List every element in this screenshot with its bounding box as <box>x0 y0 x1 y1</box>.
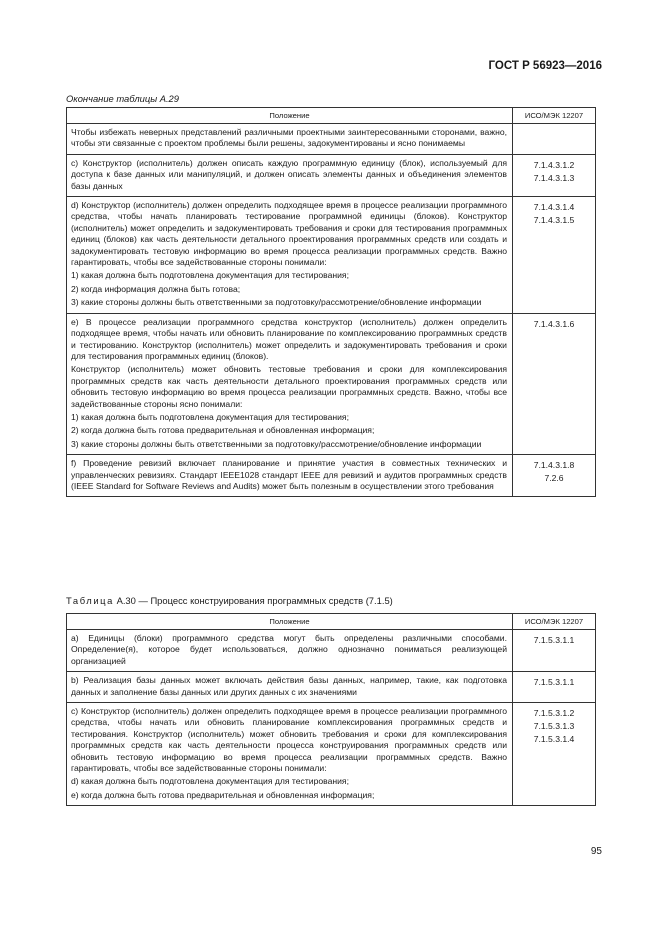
iso-ref-cell <box>513 124 596 155</box>
table2-caption-label: Таблица <box>66 595 114 606</box>
provision-paragraph: 1) какая должна быть подготовлена документация для тестирования; <box>71 270 349 281</box>
column-header-provision: Положение <box>67 108 513 124</box>
table-row <box>67 313 596 454</box>
iso-ref-cell <box>513 154 596 196</box>
clause-reference: 7.1.5.3.1.2 <box>533 708 575 719</box>
provision-cell <box>67 630 513 672</box>
table1-caption: Окончание таблицы А.29 <box>66 93 179 104</box>
table-row <box>67 154 596 196</box>
provision-paragraph: d) какая должна быть подготовлена документация для тестирования; <box>71 776 349 787</box>
iso-ref-cell <box>513 703 596 806</box>
clause-reference: 7.1.4.3.1.2 <box>533 159 575 170</box>
table-row <box>67 672 596 703</box>
iso-ref-cell <box>513 197 596 314</box>
clause-reference: 7.1.4.3.1.4 <box>533 202 575 213</box>
provision-cell <box>67 313 513 454</box>
column-header-iso-ref: ИСО/МЭК 12207 <box>513 108 596 124</box>
provision-cell <box>67 124 513 155</box>
provision-paragraph: 2) когда информация должна быть готова; <box>71 283 241 294</box>
iso-ref-cell <box>513 630 596 672</box>
table2-header-row <box>67 614 596 630</box>
provision-cell <box>67 672 513 703</box>
table-row <box>67 197 596 314</box>
column-header-provision: Положение <box>67 614 513 630</box>
provision-paragraph: f) Проведение ревизий включает планирование и принятие участия в совместных технических и управленческих ревизиях. Стандарт IEEE1028 стандарт IEEE для ревизий и аудитов программных средств (IEEE Standard for Software Reviews and Audits) может быть полезным в осуществлении этого требования <box>71 458 507 491</box>
provision-paragraph: а) Единицы (блоки) программного средства могут быть определены различными способами. Определение(я), которое будет использоваться, должно однозначно пониматься реализующей организацией <box>71 633 507 666</box>
clause-reference: 7.1.5.3.1.1 <box>533 677 575 688</box>
clause-reference: 7.2.6 <box>544 473 564 484</box>
provision-cell <box>67 197 513 314</box>
provision-paragraph: е) когда должна быть готова предварительная и обновленная информация; <box>71 789 375 800</box>
table-row <box>67 455 596 497</box>
provision-paragraph: d) Конструктор (исполнитель) должен определить подходящее время в процессе реализации программного средства, чтобы начать планировать тестирование программной единицы (блоков). Конструктор (исполнитель) может определить и задокументировать требования и сроки для тестирования программных единиц (блоков) как часть деятельности детального проектирования программных средств или создать и задокументировать тестовую информацию во время процесса реализации программных средств. Важно гарантировать, чтобы все задействованные стороны понимали: <box>71 200 507 268</box>
provision-paragraph: Чтобы избежать неверных представлений различными проектными заинтересованными сторонами, важно, чтобы эти связанные с проектом проблемы были решены, задокументированы и ясно понимаемы <box>71 127 507 149</box>
iso-ref-cell <box>513 672 596 703</box>
provision-cell <box>67 703 513 806</box>
provision-paragraph: 3) какие стороны должны быть ответственными за подготовку/рассмотрение/обновление информации <box>71 297 482 308</box>
clause-reference: 7.1.5.3.1.4 <box>533 734 575 745</box>
provision-cell <box>67 455 513 497</box>
provision-paragraph: с) Конструктор (исполнитель) должен определить подходящее время в процессе реализации программного средства, чтобы начать или обновить планирование комплексирования программных средств и тестирования. Конструктор (исполнитель) может обновить требования и сроки для комплексирования программных средств как часть деятельности процесса конструирования программных средств или обновить тестовую информацию во время процесса реализации программных средств. Важно гарантировать, чтобы все задействованные стороны понимали: <box>71 706 507 774</box>
iso-ref-cell <box>513 313 596 454</box>
clause-reference: 7.1.4.3.1.3 <box>533 172 575 183</box>
table2-caption-text: А.30 — Процесс конструирования программных средств (7.1.5) <box>113 595 393 606</box>
table-row <box>67 703 596 806</box>
clause-reference: 7.1.4.3.1.6 <box>533 318 575 329</box>
table2 <box>66 613 596 806</box>
clause-reference: 7.1.4.3.1.8 <box>533 460 575 471</box>
clause-reference: 7.1.4.3.1.5 <box>533 215 575 226</box>
provision-paragraph: с) Конструктор (исполнитель) должен описать каждую программную единицу (блок), используемый для доступа к базе данных или манипуляций, и должен описать элементы данных и объединения элементов базы данных <box>71 157 507 191</box>
column-header-iso-ref: ИСО/МЭК 12207 <box>513 614 596 630</box>
table1-header-row <box>67 108 596 124</box>
provision-paragraph: Конструктор (исполнитель) может обновить тестовые требования и сроки для комплексирования программных средств как часть деятельности детального проектирования программных средств или обновить тестовую информацию во время процесса реализации программных средств. Важно, чтобы все задействованные стороны ясно понимали: <box>71 364 507 409</box>
provision-paragraph: b) Реализация базы данных может включать действия базы данных, например, такие, как подготовка данных и заполнение базы данных или других данных с их значениями <box>71 675 507 697</box>
table2-caption <box>66 595 393 606</box>
table-row <box>67 124 596 155</box>
provision-paragraph: 2) когда должна быть готова предварительная и обновленная информация; <box>71 425 375 436</box>
table1 <box>66 107 596 497</box>
table-row <box>67 630 596 672</box>
clause-reference: 7.1.5.3.1.1 <box>533 635 575 645</box>
clause-reference: 7.1.5.3.1.3 <box>533 721 575 732</box>
provision-paragraph: е) В процессе реализации программного средства конструктор (исполнитель) должен определить подходящее время, чтобы начать или обновить планирование по комплексированию программных средств и тестированию. Конструктор (исполнитель) может определить и задокументировать требования и сроки для тестирования программных единиц (блоков). <box>71 316 507 361</box>
iso-ref-cell <box>513 455 596 497</box>
provision-paragraph: 3) какие стороны должны быть ответственными за подготовку/рассмотрение/обновление информации <box>71 438 482 449</box>
page-number: 95 <box>590 846 602 857</box>
provision-paragraph: 1) какая должна быть подготовлена документация для тестирования; <box>71 411 349 422</box>
provision-cell <box>67 154 513 196</box>
document-id: ГОСТ Р 56923—2016 <box>488 60 602 72</box>
